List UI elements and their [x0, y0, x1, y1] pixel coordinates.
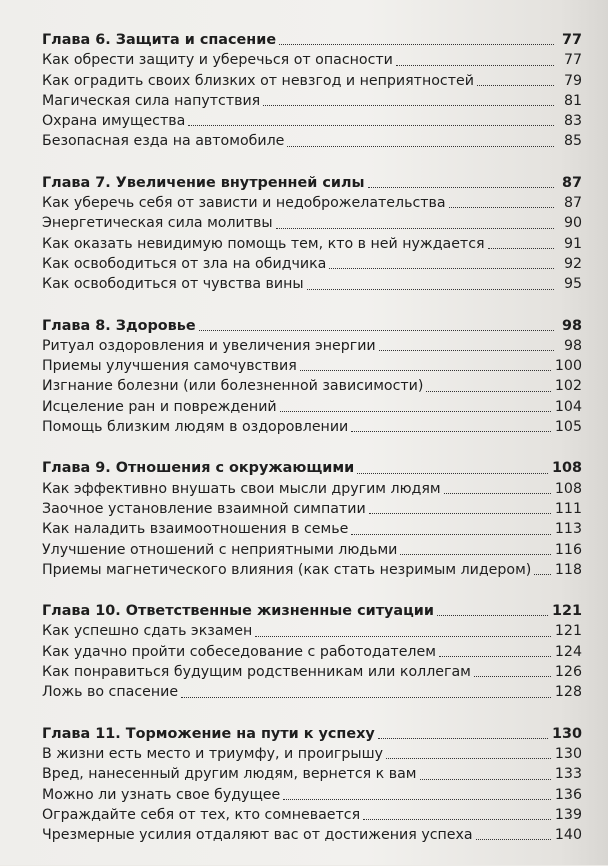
chapter-section	[42, 30, 582, 152]
dot-leader	[199, 330, 554, 331]
toc-entry	[42, 540, 582, 560]
entry-title: Как освободиться от чувства вины	[42, 276, 304, 293]
dot-leader	[534, 574, 551, 575]
page-number: 91	[563, 235, 582, 252]
page-number: 124	[554, 643, 582, 660]
dot-leader	[474, 676, 551, 677]
toc-entry	[42, 397, 582, 417]
entry-title: Как освободиться от зла на обидчика	[42, 255, 327, 272]
dot-leader	[449, 207, 554, 208]
dot-leader	[280, 411, 551, 412]
dot-leader	[488, 248, 554, 249]
toc-entry	[42, 336, 582, 356]
page-number: 85	[563, 133, 582, 150]
toc-entry	[42, 91, 582, 111]
dot-leader	[283, 799, 551, 800]
page-number: 116	[554, 541, 582, 558]
chapter-section	[42, 724, 582, 846]
toc-entry	[42, 682, 582, 702]
toc-entry	[42, 193, 582, 213]
page-number: 98	[561, 317, 582, 334]
chapter-title: Глава 8. Здоровье	[42, 317, 196, 334]
entry-title: Как эффективно внушать свои мысли другим людям	[42, 480, 441, 497]
toc-entry	[42, 499, 582, 519]
entry-title: Как успешно сдать экзамен	[42, 623, 253, 640]
toc-entry	[42, 764, 582, 784]
page-number: 105	[554, 419, 582, 436]
entry-title: Как понравиться будущим родственникам или коллегам	[42, 664, 471, 681]
chapter-title: Глава 11. Торможение на пути к успеху	[42, 725, 375, 742]
entry-title: Магическая сила напутствия	[42, 92, 261, 109]
dot-leader	[181, 697, 551, 698]
entry-title: Охрана имущества	[42, 113, 186, 130]
page-number: 100	[554, 358, 582, 375]
entry-title: Как наладить взаимоотношения в семье	[42, 521, 349, 538]
page-number: 121	[554, 623, 582, 640]
toc-entry	[42, 417, 582, 437]
chapter-title: Глава 9. Отношения с окружающими	[42, 460, 355, 477]
dot-leader	[426, 391, 550, 392]
dot-leader	[396, 65, 554, 66]
page-number: 113	[554, 521, 582, 538]
toc-entry	[42, 356, 582, 376]
dot-leader	[255, 636, 551, 637]
dot-leader	[368, 187, 555, 188]
page-number: 104	[554, 398, 582, 415]
entry-title: Помощь близким людям в оздоровлении	[42, 419, 349, 436]
toc-entry	[42, 274, 582, 294]
entry-title: В жизни есть место и триумфу, и проигрышу	[42, 745, 383, 762]
entry-title: Исцеление ран и повреждений	[42, 398, 277, 415]
dot-leader	[444, 493, 551, 494]
chapter-heading	[42, 316, 582, 336]
toc-entry	[42, 71, 582, 91]
chapter-title: Глава 6. Защита и спасение	[42, 32, 277, 48]
dot-leader	[386, 758, 551, 759]
page-number: 130	[554, 745, 582, 762]
entry-title: Как удачно пройти собеседование с работодателем	[42, 643, 436, 660]
dot-leader	[369, 513, 551, 514]
toc-entry	[42, 785, 582, 805]
entry-title: Как уберечь себя от зависти и недоброжелательства	[42, 195, 446, 212]
dot-leader	[188, 125, 554, 126]
entry-title: Безопасная езда на автомобиле	[42, 133, 285, 150]
page-number: 108	[554, 480, 582, 497]
chapter-heading	[42, 601, 582, 621]
entry-title: Чрезмерные усилия отдаляют вас от достижения успеха	[42, 827, 473, 844]
dot-leader	[437, 615, 548, 616]
page-number: 87	[561, 174, 582, 191]
dot-leader	[476, 839, 551, 840]
entry-title: Как обрести защиту и уберечься от опасности	[42, 52, 393, 69]
toc-entry	[42, 662, 582, 682]
entry-title: Ограждайте себя от тех, кто сомневается	[42, 806, 361, 823]
toc-entry	[42, 642, 582, 662]
table-of-contents	[42, 30, 582, 866]
page-number: 108	[551, 460, 582, 477]
chapter-section	[42, 601, 582, 702]
page-number: 126	[554, 664, 582, 681]
page-number: 140	[554, 827, 582, 844]
chapter-title: Глава 10. Ответственные жизненные ситуации	[42, 603, 434, 620]
entry-title: Как оградить своих близких от невзгод и неприятностей	[42, 72, 474, 89]
toc-entry	[42, 479, 582, 499]
entry-title: Приемы магнетического влияния (как стать незримым лидером)	[42, 561, 532, 578]
page-number: 121	[551, 603, 582, 620]
dot-leader	[400, 554, 550, 555]
entry-title: Ритуал оздоровления и увеличения энергии	[42, 337, 376, 354]
page-number: 83	[563, 113, 582, 130]
dot-leader	[307, 289, 554, 290]
page-number: 136	[554, 786, 582, 803]
toc-entry	[42, 744, 582, 764]
dot-leader	[287, 146, 554, 147]
page-number: 130	[551, 725, 582, 742]
toc-entry	[42, 560, 582, 580]
dot-leader	[363, 819, 551, 820]
page-number: 90	[563, 215, 582, 232]
toc-entry	[42, 213, 582, 233]
toc-entry	[42, 254, 582, 274]
toc-entry	[42, 805, 582, 825]
page-number: 133	[554, 766, 582, 783]
chapter-heading	[42, 30, 582, 50]
toc-entry	[42, 519, 582, 539]
dot-leader	[279, 44, 554, 45]
page-number: 128	[554, 684, 582, 701]
page-number: 111	[554, 500, 582, 517]
page-number: 95	[563, 276, 582, 293]
dot-leader	[351, 534, 551, 535]
toc-entry	[42, 111, 582, 131]
page-number: 81	[563, 92, 582, 109]
page-number: 102	[554, 378, 582, 395]
page-number: 118	[554, 561, 582, 578]
chapter-section	[42, 316, 582, 438]
chapter-heading	[42, 173, 582, 193]
toc-entry	[42, 50, 582, 70]
dot-leader	[378, 738, 548, 739]
toc-entry	[42, 376, 582, 396]
page-number: 92	[563, 255, 582, 272]
dot-leader	[439, 656, 551, 657]
entry-title: Заочное установление взаимной симпатии	[42, 500, 366, 517]
entry-title: Как оказать невидимую помощь тем, кто в ней нуждается	[42, 235, 485, 252]
dot-leader	[329, 268, 554, 269]
chapter-section	[42, 458, 582, 580]
page-number: 139	[554, 806, 582, 823]
dot-leader	[379, 350, 554, 351]
entry-title: Изгнание болезни (или болезненной зависимости)	[42, 378, 424, 395]
entry-title: Можно ли узнать свое будущее	[42, 786, 281, 803]
entry-title: Ложь во спасение	[42, 684, 179, 701]
chapter-heading	[42, 458, 582, 478]
entry-title: Вред, нанесенный другим людям, вернется к вам	[42, 766, 417, 783]
dot-leader	[357, 473, 548, 474]
dot-leader	[276, 228, 554, 229]
dot-leader	[263, 105, 554, 106]
dot-leader	[300, 370, 551, 371]
dot-leader	[351, 431, 551, 432]
toc-entry	[42, 131, 582, 151]
chapter-title: Глава 7. Увеличение внутренней силы	[42, 174, 365, 191]
page-number: 77	[561, 32, 582, 48]
chapter-heading	[42, 724, 582, 744]
page-number: 87	[563, 195, 582, 212]
entry-title: Энергетическая сила молитвы	[42, 215, 273, 232]
toc-entry	[42, 621, 582, 641]
page-number: 98	[563, 337, 582, 354]
chapter-section	[42, 173, 582, 295]
dot-leader	[420, 779, 551, 780]
page-number: 79	[563, 72, 582, 89]
toc-entry	[42, 234, 582, 254]
entry-title: Улучшение отношений с неприятными людьми	[42, 541, 398, 558]
entry-title: Приемы улучшения самочувствия	[42, 358, 297, 375]
page-number: 77	[563, 52, 582, 69]
dot-leader	[477, 85, 554, 86]
toc-entry	[42, 825, 582, 845]
